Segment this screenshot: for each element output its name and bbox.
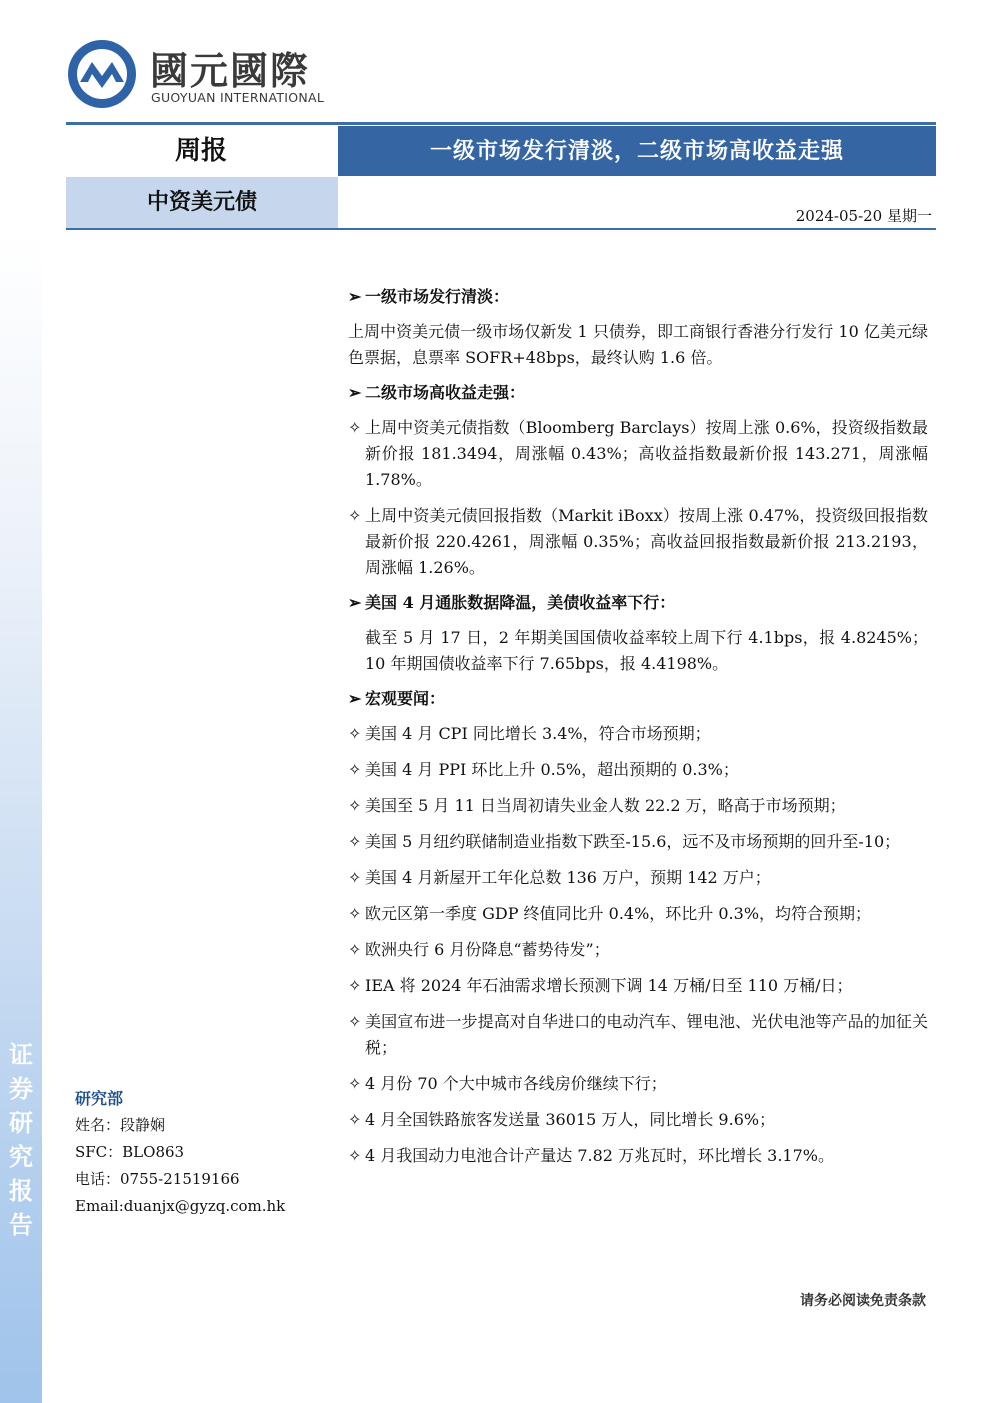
arrow-bullet-icon: ➢ xyxy=(348,383,362,402)
contact-email: Email:duanjx@gyzq.com.hk xyxy=(75,1197,286,1215)
diamond-bullet-icon: ✧ xyxy=(348,832,362,851)
list-item: ✧ 4 月份 70 个大中城市各线房价继续下行； xyxy=(348,1071,928,1097)
contact-department: 研究部 xyxy=(75,1089,124,1108)
report-title: 一级市场发行清淡，二级市场高收益走强 xyxy=(338,126,936,176)
list-item: ✧ 欧洲央行 6 月份降息“蓄势待发”； xyxy=(348,937,928,963)
list-item: ✧ 4 月我国动力电池合计产量达 7.82 万兆瓦时，环比增长 3.17%。 xyxy=(348,1143,928,1169)
list-item: ✧ 美国 5 月纽约联储制造业指数下跌至-15.6，远不及市场预期的回升至-10； xyxy=(348,829,928,855)
header-rule-bottom xyxy=(66,228,936,230)
arrow-bullet-icon: ➢ xyxy=(348,593,362,612)
section-heading: ➢ 一级市场发行清淡： xyxy=(348,285,928,309)
diamond-bullet-icon: ✧ xyxy=(348,760,362,779)
company-logo xyxy=(66,38,366,110)
diamond-bullet-icon: ✧ xyxy=(348,1146,362,1165)
list-item: ✧ 上周中资美元债回报指数（Markit iBoxx）按周上涨 0.47%，投资级回报指数最新价报 220.4261，周涨幅 0.35%；高收益回报指数最新价报 213.2193，周涨幅 1.26%。 xyxy=(348,503,928,581)
diamond-bullet-icon: ✧ xyxy=(348,976,362,995)
diamond-bullet-icon: ✧ xyxy=(348,418,362,437)
list-item: ✧ 美国至 5 月 11 日当周初请失业金人数 22.2 万，略高于市场预期； xyxy=(348,793,928,819)
diamond-bullet-icon: ✧ xyxy=(348,904,362,923)
report-type: 周报 xyxy=(174,136,227,166)
diamond-bullet-icon: ✧ xyxy=(348,1074,362,1093)
diamond-bullet-icon: ✧ xyxy=(348,940,362,959)
analyst-contact xyxy=(75,1085,285,1220)
logo-text-cn: 國元國際 xyxy=(150,49,311,93)
diamond-bullet-icon: ✧ xyxy=(348,868,362,887)
list-item: ✧ 美国宣布进一步提高对自华进口的电动汽车、锂电池、光伏电池等产品的加征关税； xyxy=(348,1009,928,1061)
report-category: 中资美元债 xyxy=(66,177,338,228)
list-item: ✧ IEA 将 2024 年石油需求增长预测下调 14 万桶/日至 110 万桶/日； xyxy=(348,973,928,999)
paragraph: 截至 5 月 17 日，2 年期美国国债收益率较上周下行 4.1bps，报 4.8245%；10 年期国债收益率下行 7.65bps，报 4.4198%。 xyxy=(365,628,928,673)
paragraph: 上周中资美元债一级市场仅新发 1 只债券，即工商银行香港分行发行 10 亿美元绿色票据，息票率 SOFR+48bps，最终认购 1.6 倍。 xyxy=(348,322,928,367)
arrow-bullet-icon: ➢ xyxy=(348,689,362,708)
arrow-bullet-icon: ➢ xyxy=(348,287,362,306)
header-rule xyxy=(66,122,936,125)
contact-name: 姓名：段静娴 xyxy=(75,1116,166,1134)
contact-sfc: SFC：BLO863 xyxy=(75,1143,185,1161)
side-label: 证券研究报告 xyxy=(9,1040,33,1239)
report-body xyxy=(348,285,928,1179)
diamond-bullet-icon: ✧ xyxy=(348,796,362,815)
section-heading: ➢ 宏观要闻： xyxy=(348,687,928,711)
logo-mark-icon xyxy=(66,38,138,110)
section-heading: ➢ 美国 4 月通胀数据降温，美债收益率下行： xyxy=(348,591,928,615)
list-item: ✧ 欧元区第一季度 GDP 终值同比升 0.4%，环比升 0.3%，均符合预期； xyxy=(348,901,928,927)
logo-text-en: GUOYUAN INTERNATIONAL xyxy=(151,90,325,105)
list-item: ✧ 上周中资美元债指数（Bloomberg Barclays）按周上涨 0.6%，投资级指数最新价报 181.3494，周涨幅 0.43%；高收益指数最新价报 143.271，周涨幅 1.78%。 xyxy=(348,415,928,493)
diamond-bullet-icon: ✧ xyxy=(348,724,362,743)
list-item: ✧ 美国 4 月 PPI 环比上升 0.5%，超出预期的 0.3%； xyxy=(348,757,928,783)
section-heading: ➢ 二级市场高收益走强： xyxy=(348,381,928,405)
contact-phone: 电话：0755-21519166 xyxy=(75,1170,240,1188)
diamond-bullet-icon: ✧ xyxy=(348,506,362,525)
list-item: ✧ 美国 4 月 CPI 同比增长 3.4%，符合市场预期； xyxy=(348,721,928,747)
diamond-bullet-icon: ✧ xyxy=(348,1012,362,1031)
report-date: 2024-05-20 星期一 xyxy=(795,207,932,225)
disclaimer-link[interactable]: 请务必阅读免责条款 xyxy=(800,1293,926,1309)
list-item: ✧ 4 月全国铁路旅客发送量 36015 万人，同比增长 9.6%； xyxy=(348,1107,928,1133)
list-item: ✧ 美国 4 月新屋开工年化总数 136 万户，预期 142 万户； xyxy=(348,865,928,891)
diamond-bullet-icon: ✧ xyxy=(348,1110,362,1129)
